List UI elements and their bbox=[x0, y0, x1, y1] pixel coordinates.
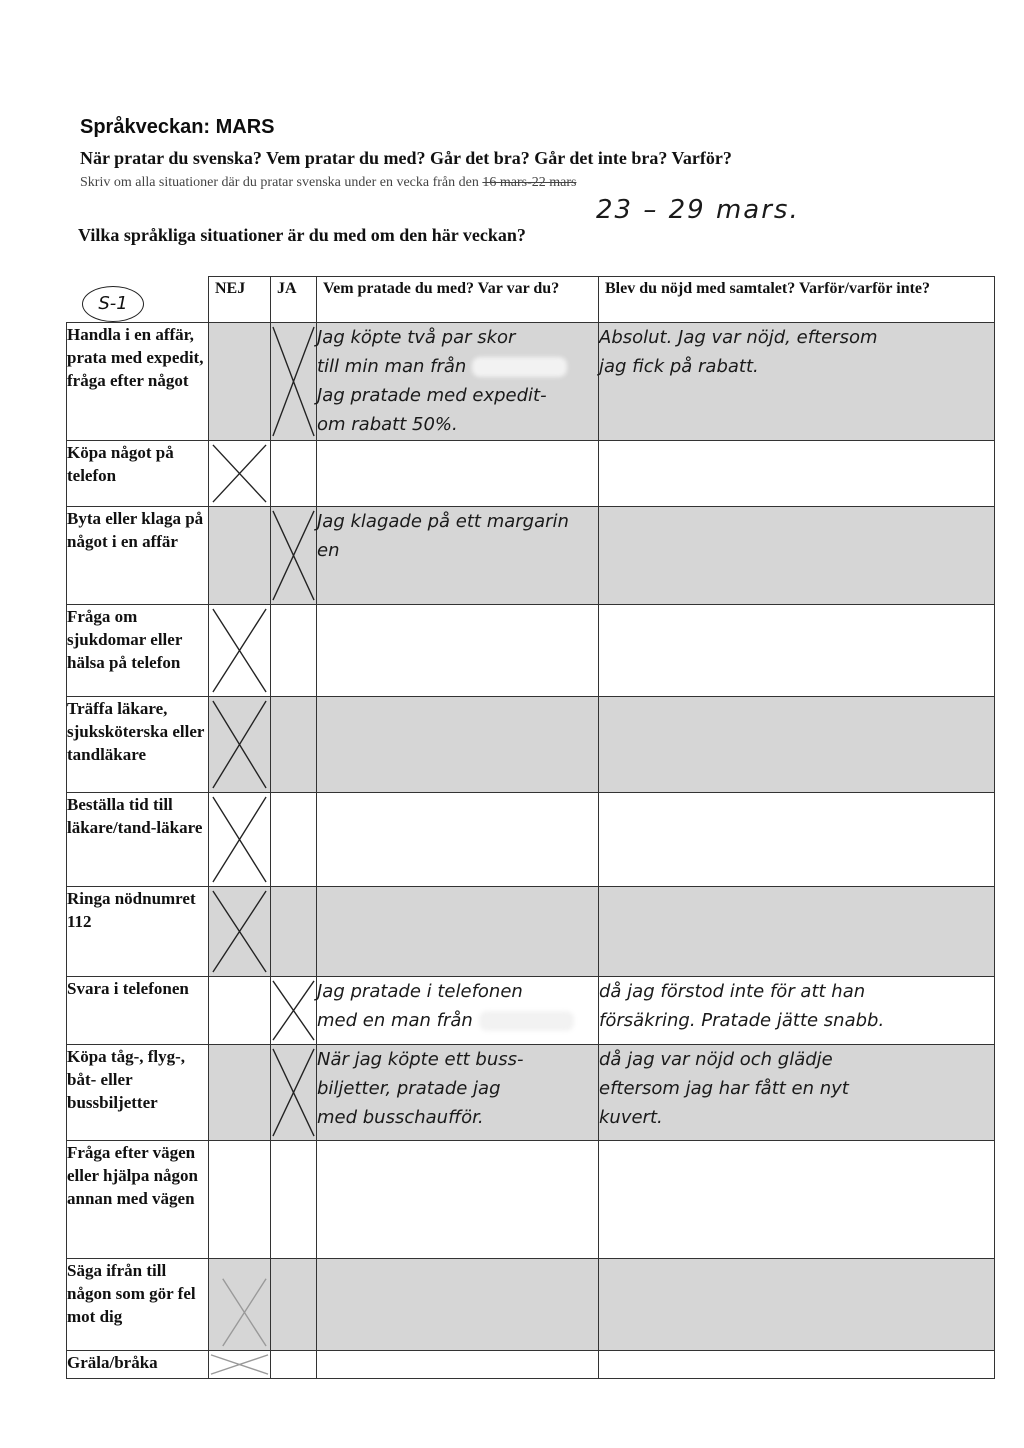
who-answer[interactable] bbox=[317, 887, 599, 977]
ja-cell[interactable] bbox=[271, 507, 317, 605]
satisfied-answer[interactable] bbox=[599, 441, 995, 507]
who-answer[interactable] bbox=[317, 1141, 599, 1259]
table-row bbox=[67, 1259, 995, 1351]
ja-cell[interactable] bbox=[271, 1141, 317, 1259]
situation-label: Ringa nödnumret 112 bbox=[67, 887, 209, 977]
situation-label: Byta eller klaga på något i en affär bbox=[67, 507, 209, 605]
situation-label: Säga ifrån till någon som gör fel mot dig bbox=[67, 1259, 209, 1351]
nej-cell[interactable] bbox=[209, 507, 271, 605]
satisfied-column-header: Blev du nöjd med samtalet? Varför/varför inte? bbox=[599, 277, 995, 323]
handwritten-date: 23 – 29 mars. bbox=[596, 195, 800, 225]
ja-cell[interactable] bbox=[271, 1045, 317, 1141]
nej-cell[interactable] bbox=[209, 1045, 271, 1141]
table-row bbox=[67, 977, 995, 1045]
ja-cell[interactable] bbox=[271, 323, 317, 441]
who-answer[interactable] bbox=[317, 977, 599, 1045]
redacted-name bbox=[472, 357, 567, 377]
answer-line: då jag var nöjd och glädje bbox=[599, 1049, 833, 1070]
satisfied-answer[interactable] bbox=[599, 605, 995, 697]
x-mark-icon bbox=[209, 605, 270, 696]
student-id-badge: S-1 bbox=[82, 286, 144, 322]
struck-date-range: 16 mars-22 mars bbox=[482, 175, 577, 190]
situations-question: Vilka språkliga situationer är du med om den här veckan? bbox=[78, 225, 526, 245]
who-answer[interactable] bbox=[317, 793, 599, 887]
answer-line: Jag klagade på ett margarin bbox=[317, 511, 569, 532]
ja-cell[interactable] bbox=[271, 793, 317, 887]
answer-line: försäkring. Pratade jätte snabb. bbox=[599, 1010, 885, 1031]
situation-label: Köpa tåg-, flyg-, båt- eller bussbiljetter bbox=[67, 1045, 209, 1141]
ja-cell[interactable] bbox=[271, 605, 317, 697]
satisfied-answer[interactable] bbox=[599, 1259, 995, 1351]
answer-line: När jag köpte ett buss- bbox=[317, 1049, 524, 1070]
who-answer[interactable] bbox=[317, 323, 599, 441]
who-answer[interactable] bbox=[317, 1045, 599, 1141]
satisfied-answer[interactable] bbox=[599, 887, 995, 977]
instruction-text: Skriv om alla situationer där du pratar svenska under en vecka från den bbox=[80, 175, 479, 190]
answer-line: med busschaufför. bbox=[317, 1107, 484, 1128]
table-row bbox=[67, 507, 995, 605]
nej-column-header: NEJ bbox=[209, 277, 271, 323]
table-row bbox=[67, 793, 995, 887]
who-answer[interactable] bbox=[317, 441, 599, 507]
satisfied-answer[interactable] bbox=[599, 697, 995, 793]
answer-line: jag fick på rabatt. bbox=[599, 356, 759, 377]
answer-line: kuvert. bbox=[599, 1107, 663, 1128]
answer-line: med en man från bbox=[317, 1006, 598, 1035]
satisfied-answer[interactable] bbox=[599, 323, 995, 441]
situation-label: Beställa tid till läkare/tand-läkare bbox=[67, 793, 209, 887]
answer-line: då jag förstod inte för att han bbox=[599, 981, 866, 1002]
answer-line: biljetter, pratade jag bbox=[317, 1078, 501, 1099]
table-row bbox=[67, 1351, 995, 1379]
satisfied-answer[interactable] bbox=[599, 1141, 995, 1259]
answer-line: Absolut. Jag var nöjd, eftersom bbox=[599, 327, 878, 348]
satisfied-answer[interactable] bbox=[599, 977, 995, 1045]
situation-label: Handla i en affär, prata med expedit, fråga efter något bbox=[67, 323, 209, 441]
x-mark-icon bbox=[271, 1045, 316, 1140]
nej-cell[interactable] bbox=[209, 1351, 271, 1379]
table-row bbox=[67, 441, 995, 507]
answer-line: eftersom jag har fått en nyt bbox=[599, 1078, 849, 1099]
situation-label: Svara i telefonen bbox=[67, 977, 209, 1045]
instruction-line bbox=[80, 175, 576, 191]
guiding-questions: När pratar du svenska? Vem pratar du med? Går det bra? Går det inte bra? Varför? bbox=[80, 148, 732, 168]
answer-line: Jag pratade med expedit- bbox=[317, 385, 547, 406]
who-column-header: Vem pratade du med? Var var du? bbox=[317, 277, 599, 323]
nej-cell[interactable] bbox=[209, 323, 271, 441]
redacted-name bbox=[479, 1011, 574, 1031]
x-mark-icon bbox=[209, 1259, 270, 1350]
nej-cell[interactable] bbox=[209, 605, 271, 697]
ja-cell[interactable] bbox=[271, 1259, 317, 1351]
ja-cell[interactable] bbox=[271, 977, 317, 1045]
table-row bbox=[67, 697, 995, 793]
x-mark-icon bbox=[271, 507, 316, 604]
nej-cell[interactable] bbox=[209, 1259, 271, 1351]
table-row bbox=[67, 1141, 995, 1259]
who-answer[interactable] bbox=[317, 605, 599, 697]
answer-line: en bbox=[317, 540, 340, 561]
situation-label: Fråga efter vägen eller hjälpa någon annan med vägen bbox=[67, 1141, 209, 1259]
nej-cell[interactable] bbox=[209, 441, 271, 507]
ja-cell[interactable] bbox=[271, 441, 317, 507]
x-mark-icon bbox=[209, 441, 270, 506]
who-answer[interactable] bbox=[317, 1259, 599, 1351]
satisfied-answer[interactable] bbox=[599, 1351, 995, 1379]
situation-label: Gräla/bråka bbox=[67, 1351, 209, 1379]
answer-line: om rabatt 50%. bbox=[317, 414, 458, 435]
x-mark-icon bbox=[209, 887, 270, 976]
ja-cell[interactable] bbox=[271, 697, 317, 793]
nej-cell[interactable] bbox=[209, 1141, 271, 1259]
situation-label: Köpa något på telefon bbox=[67, 441, 209, 507]
who-answer[interactable] bbox=[317, 1351, 599, 1379]
situation-label: Fråga om sjukdomar eller hälsa på telefon bbox=[67, 605, 209, 697]
x-mark-icon bbox=[271, 977, 316, 1044]
page-title: Språkveckan: MARS bbox=[80, 116, 275, 138]
table-row bbox=[67, 605, 995, 697]
nej-cell[interactable] bbox=[209, 977, 271, 1045]
x-mark-icon bbox=[209, 697, 270, 792]
who-answer[interactable] bbox=[317, 507, 599, 605]
table-row bbox=[67, 323, 995, 441]
satisfied-answer[interactable] bbox=[599, 507, 995, 605]
x-mark-icon bbox=[209, 793, 270, 886]
ja-column-header: JA bbox=[271, 277, 317, 323]
answer-line: Jag köpte två par skor bbox=[317, 327, 516, 348]
table-row bbox=[67, 1045, 995, 1141]
ja-cell[interactable] bbox=[271, 887, 317, 977]
x-mark-icon bbox=[271, 323, 316, 440]
situations-table bbox=[66, 276, 995, 1379]
nej-cell[interactable] bbox=[209, 697, 271, 793]
answer-line: Jag pratade i telefonen bbox=[317, 981, 523, 1002]
table-row bbox=[67, 887, 995, 977]
x-mark-icon bbox=[209, 1351, 270, 1378]
satisfied-answer[interactable] bbox=[599, 1045, 995, 1141]
satisfied-answer[interactable] bbox=[599, 793, 995, 887]
who-answer[interactable] bbox=[317, 697, 599, 793]
answer-line: till min man från bbox=[317, 352, 598, 381]
nej-cell[interactable] bbox=[209, 887, 271, 977]
situation-label: Träffa läkare, sjuksköterska eller tandläkare bbox=[67, 697, 209, 793]
ja-cell[interactable] bbox=[271, 1351, 317, 1379]
nej-cell[interactable] bbox=[209, 793, 271, 887]
